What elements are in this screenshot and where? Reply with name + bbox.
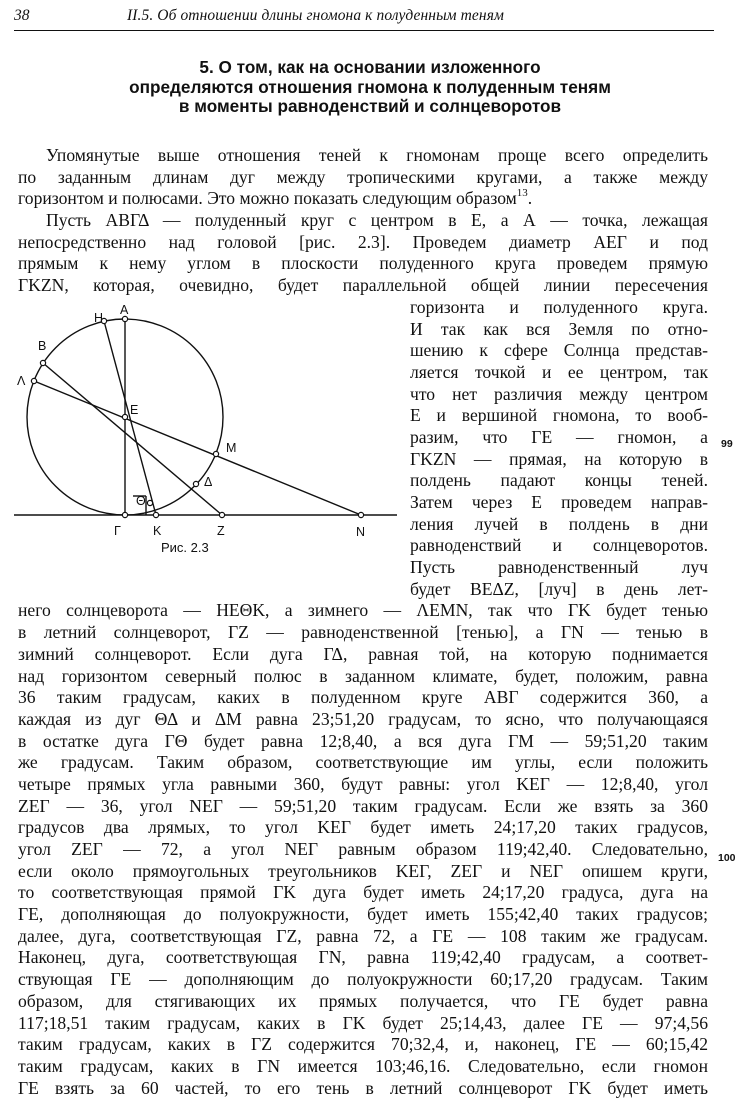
text-line: Затем через Е проведем направ- [410, 492, 708, 512]
text-line: по заданным длинам дуг между тропическими кругами, а также между [18, 166, 708, 187]
text-line: далее, дуга, соответствующая ΓΖ, равна 72, а ΓΕ — 108 таким же градусам. [18, 925, 708, 946]
point-e [122, 414, 127, 419]
text-line: таким градусам, каких в ΓΝ имеется 103;46,16. Следовательно, если гномон [18, 1055, 708, 1076]
text-line-end: . [527, 188, 533, 209]
text-line: то соответствующая прямой ΓΚ дуга будет иметь 24;17,20 градуса, дуга на [18, 882, 708, 903]
text-line: 36 таким градусам, каких в полуденном круге ΑΒΓ содержится 360, а [18, 687, 708, 708]
text-line: угол ΖΕΓ — 72, а угол ΝΕΓ равным образом 119;42,40. Следовательно, [18, 839, 708, 859]
ray-bedz [43, 363, 222, 515]
text-line: если около прямоугольных треугольников ΚΕΓ, ΖΕΓ и ΝΕΓ опишем круги, [18, 860, 708, 881]
body-text [18, 145, 708, 1099]
text-line: Наконец, дуга, соответствующая ΓΝ, равна 119;42,40 градусам, а соответ- [18, 947, 708, 968]
ray-hethk [104, 321, 156, 515]
section-title-line: в моменты равноденствий и солнцеворотов [178, 96, 562, 116]
point-th [147, 500, 152, 505]
footnote-ref: 13 [516, 187, 528, 200]
text-line: ΓΕ, дополняющая до полуокружности, будет иметь 155;42,40 таких градусов; [18, 904, 708, 925]
margin-note-99: 99 [721, 438, 733, 450]
text-line: ляется точкой и ее центром, так [410, 361, 708, 382]
text-line: разим, что ΓΕ — гномон, а [410, 426, 708, 447]
margin-note-100: 100 [718, 852, 736, 864]
text-line: зимний солнцеворот. Если дуга ΓΔ, равная той, на которую поднимается [18, 643, 708, 664]
label-a: A [120, 303, 129, 317]
point-b [40, 360, 45, 365]
text-line: шению к сфере Солнца представ- [410, 340, 708, 361]
label-m: M [226, 441, 237, 455]
text-line: ΓΚΖΝ — прямая, на которую в [410, 448, 708, 469]
text-line: в остатке дуга ΓΘ будет равна 12;8,40, а вся дуга ΓΜ — 59;51,20 таким [18, 730, 708, 751]
label-e: E [130, 403, 139, 417]
text-line: него солнцеворота — ΗΕΘΚ, а зимнего — ΛΕΜΝ, так что ΓΚ будет тенью [18, 600, 708, 621]
text-line: в летний солнцеворот, ΓΖ — равноденственной [тенью], а ΓΝ — тенью в [18, 622, 708, 643]
point-d [193, 481, 198, 486]
label-g: Γ [114, 524, 121, 538]
text-line: полдень падают концы теней. [410, 470, 708, 491]
section-title-line: определяются отношения гномона к полуденным теням [129, 76, 611, 97]
text-line [18, 188, 708, 210]
text-line: прямым к нему углом в плоскости полуденного круга проведем прямую [18, 253, 708, 274]
text-line: градусов два лрямых, то угол ΚΕΓ будет иметь 24;17,20 таких градусов, [18, 817, 708, 838]
text-line: четыре прямых угла равными 360, будут равны: угол ΚΕΓ — 12;8,40, угол [18, 773, 708, 794]
text-line: Пусть ΑΒΓΔ — полуденный круг с центром в Е, а А — точка, лежащая [46, 210, 708, 231]
figure-2-3 [14, 300, 414, 585]
text-line: Пусть равноденственный луч [410, 557, 708, 578]
point-m [213, 451, 218, 456]
text-line: ствующая ΓΕ — дополняющим до полуокружности 60;17,20 градусам. Таким [18, 969, 708, 990]
text-line: горизонта и полуденного круга. [410, 296, 708, 317]
section-title-line: 5. О том, как на основании изложенного [199, 57, 541, 77]
label-d: Δ [204, 475, 213, 489]
text-line: равноденствий и солнцеворотов. [410, 535, 708, 556]
point-k [153, 512, 158, 517]
geometric-diagram [14, 300, 414, 585]
label-th: Θ [136, 494, 146, 508]
label-k: K [153, 524, 162, 538]
text-line: Упомянутые выше отношения теней к гномонам проще всего определить [46, 145, 708, 165]
text-line: образом, для стягивающих их прямых получается, что ΓΕ будет равна [18, 990, 708, 1011]
figure-caption: Рис. 2.3 [161, 540, 209, 555]
text-line: непосредственно над головой [рис. 2.3]. Проведем диаметр ΑΕΓ и под [18, 231, 708, 252]
running-header [14, 4, 714, 31]
label-z: Z [217, 524, 225, 538]
running-title: II.5. Об отношении длины гномона к полуденным теням [127, 7, 504, 24]
text-line: 117;18,51 таким градусам, каких в ΓΚ будет 25;14,43, далее ΓΕ — 97;4,56 [18, 1012, 708, 1033]
point-z [219, 512, 224, 517]
text-line: ΓΚΖΝ, которая, очевидно, будет параллельной общей линии пересечения [18, 275, 708, 296]
text-line: И так как вся Земля по отно- [410, 318, 708, 339]
text-line: ΓΕ взять за 60 частей, то его тень в летний солнцеворот ΓΚ будет иметь [18, 1077, 708, 1098]
text-line: Е и вершиной гномона, то вооб- [410, 405, 708, 426]
text-line-main: горизонтом и полюсами. Это можно показать следующим образом [18, 188, 517, 209]
text-line: что нет различия между центром [410, 383, 708, 404]
text-line: ления лучей в полдень в дни [410, 513, 708, 534]
label-b: B [38, 339, 47, 353]
text-line: таким градусам, каких в ΓΖ содержится 70;32,4, и, наконец, ΓΕ — 60;15,42 [18, 1034, 708, 1055]
text-line: ΖΕΓ — 36, угол ΝΕΓ — 59;51,20 таким градусам. Если же взять за 360 [18, 795, 708, 816]
text-line: над горизонтом северный полюс в заданном климате, будет, положим, равна [18, 665, 708, 686]
label-h: H [94, 311, 104, 325]
text-line: же градусам. Таким образом, соответствующие им углы, если положить [18, 752, 708, 773]
point-n [358, 512, 363, 517]
text-line: каждая из дуг ΘΔ и ΔΜ равна 23;51,20 градусам, то ясно, что получающаяся [18, 708, 708, 729]
label-l: Λ [17, 374, 26, 388]
point-g [122, 512, 127, 517]
page-number: 38 [14, 7, 30, 24]
point-l [31, 378, 36, 383]
section-title [40, 58, 700, 117]
label-n: N [356, 525, 366, 539]
point-a [122, 316, 127, 321]
text-line: будет ΒΕΔΖ, [луч] в день лет- [410, 578, 708, 599]
